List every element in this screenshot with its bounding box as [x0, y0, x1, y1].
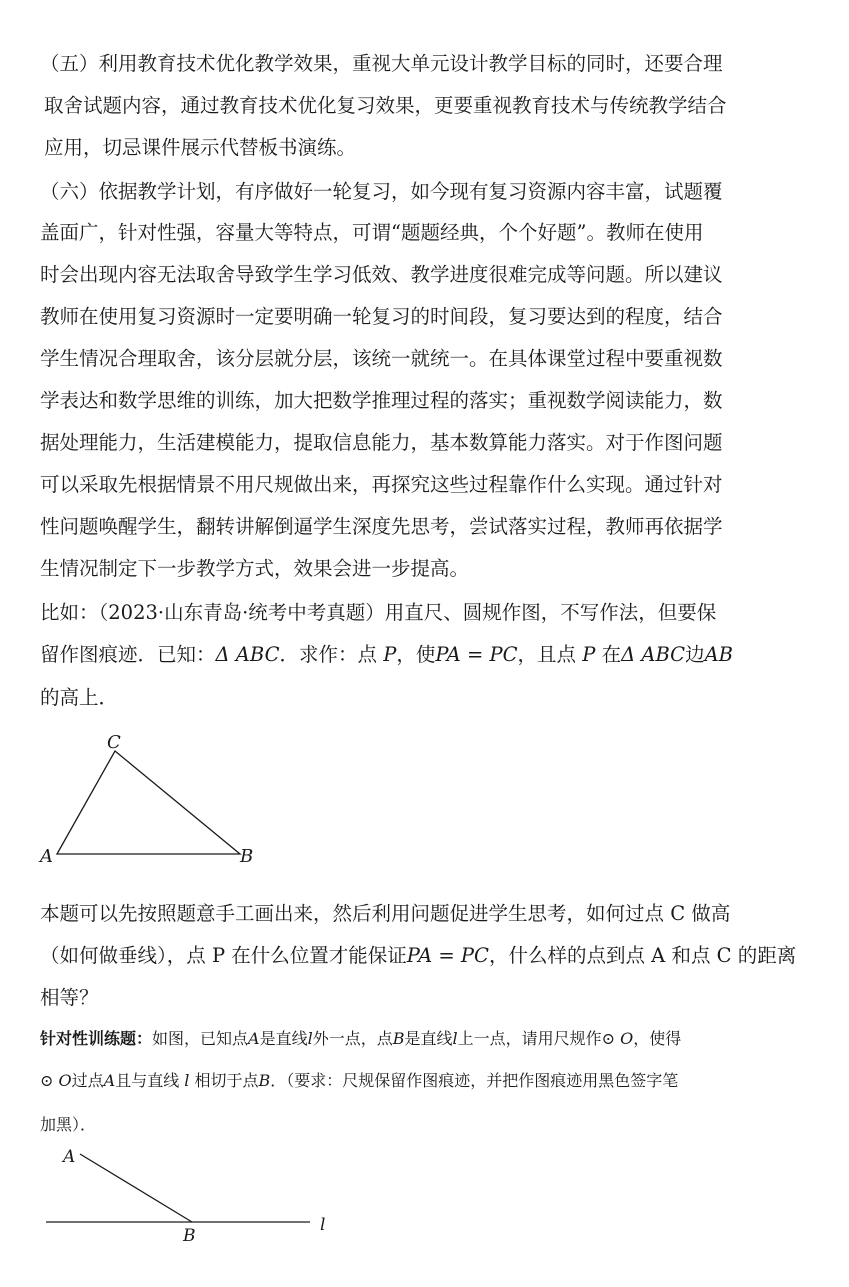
training-line-l2: l [452, 1029, 458, 1048]
example-l2i: 在 [595, 643, 622, 666]
para5-line1: （五）利用教育技术优化教学效果，重视大单元设计教学目标的同时，还要合理 [40, 52, 723, 75]
training-l1c: 是直线 [259, 1029, 308, 1048]
training-point-b2: B [258, 1071, 271, 1090]
para6-line7: 据处理能力，生活建模能力，提取信息能力，基本数算能力落实。对于作图问题 [40, 431, 723, 454]
training-l2c: 过点 [71, 1071, 104, 1090]
para5-line3: 应用，切忌课件展示代替板书演练。 [44, 136, 357, 159]
example-l2c: ．求作：点 [279, 643, 384, 666]
label-b2: B [183, 1226, 196, 1246]
triangle-figure [30, 726, 270, 872]
training-point-b: B [392, 1029, 405, 1048]
analysis-l2c: ，什么样的点到点 A 和点 C 的距离 [488, 944, 797, 967]
para6-line1: （六）依据教学计划，有序做好一轮复习，如今现有复习资源内容丰富，试题覆 [40, 180, 723, 203]
example-line1: 比如：（2023·山东青岛·统考中考真题）用直尺、圆规作图，不写作法，但要保 [40, 601, 717, 624]
para6-line3: 时会出现内容无法取舍导致学生学习低效、教学进度很难完成等问题。所以建议 [40, 263, 723, 286]
training-l1i: 上一点，请用尺规作⊙ [457, 1029, 621, 1048]
segment-ab-line [80, 1154, 192, 1222]
equation-pa-pc: PA = PC [435, 643, 518, 666]
para6-line2: 盖面广，针对性强，容量大等特点，可谓“题题经典，个个好题”。教师在使用 [40, 221, 704, 244]
analysis-equation: PA = PC [406, 944, 489, 967]
training-line-l: l [307, 1029, 313, 1048]
example-l2a: 留作图痕迹．已知： [40, 643, 216, 666]
example-l2k: 边 [685, 643, 705, 666]
para6-line9: 性问题唤醒学生，翻转讲解倒逼学生深度先思考，尝试落实过程，教师再依据学 [40, 515, 723, 538]
para6-line4: 教师在使用复习资源时一定要明确一轮复习的时间段，复习要达到的程度，结合 [40, 305, 723, 328]
example-line3: 的高上． [40, 686, 119, 709]
training-line2 [40, 1068, 678, 1091]
point-p-2: P [582, 643, 596, 666]
training-title: 针对性训练题： [40, 1029, 153, 1048]
training-l1k: ，使得 [633, 1029, 682, 1048]
para6-line10: 生情况制定下一步教学方式，效果会进一步提高。 [40, 557, 470, 580]
segment-ab: AB [704, 643, 733, 666]
triangle-abc-1: Δ ABC [215, 643, 280, 666]
triangle-abc-shape [57, 751, 240, 854]
training-l2a: ⊙ [40, 1071, 59, 1090]
line-figure [30, 1142, 350, 1252]
para6-line6: 学表达和数学思维的训练，加大把数学推理过程的落实；重视数学阅读能力，数 [40, 389, 723, 412]
analysis-l2a: （如何做垂线），点 P 在什么位置才能保证 [40, 944, 407, 967]
triangle-abc-2: Δ ABC [621, 643, 686, 666]
label-l: l [320, 1215, 326, 1235]
training-line1 [40, 1026, 681, 1049]
training-l2i: ．（要求：尺规保留作图痕迹，并把作图痕迹用黑色签字笔 [270, 1071, 679, 1090]
training-l2g: 相切于点 [189, 1071, 259, 1090]
example-l2g: ，且点 [517, 643, 583, 666]
para6-line5: 学生情况合理取舍，该分层就分层，该统一就统一。在具体课堂过程中要重视数 [40, 347, 723, 370]
analysis-line2 [40, 940, 796, 968]
label-a2: A [63, 1147, 76, 1167]
analysis-line1: 本题可以先按照题意手工画出来，然后利用问题促进学生思考，如何过点 C 做高 [40, 902, 731, 925]
para6-line8: 可以采取先根据情景不用尺规做出来，再探究这些过程靠作什么实现。通过针对 [40, 473, 723, 496]
training-l1e: 外一点，点 [312, 1029, 393, 1048]
analysis-line3: 相等？ [40, 986, 99, 1009]
training-l1g: 是直线 [404, 1029, 453, 1048]
training-l2e: 且与直线 [115, 1071, 185, 1090]
training-l1a: 如图，已知点 [152, 1029, 249, 1048]
label-a: A [40, 846, 53, 867]
label-b: B [240, 846, 254, 867]
example-line2 [40, 639, 733, 667]
training-circle-o2: O [58, 1071, 72, 1090]
training-line-l3: l [184, 1071, 190, 1090]
point-p-1: P [383, 643, 397, 666]
training-line3: 加黑）． [40, 1115, 97, 1134]
training-point-a2: A [103, 1071, 116, 1090]
training-circle-o: O [620, 1029, 634, 1048]
label-c: C [107, 732, 121, 753]
para5-line2: 取舍试题内容，通过教育技术优化复习效果，更要重视教育技术与传统教学结合 [44, 94, 727, 117]
example-l2e: ，使 [396, 643, 436, 666]
training-point-a: A [248, 1029, 260, 1048]
